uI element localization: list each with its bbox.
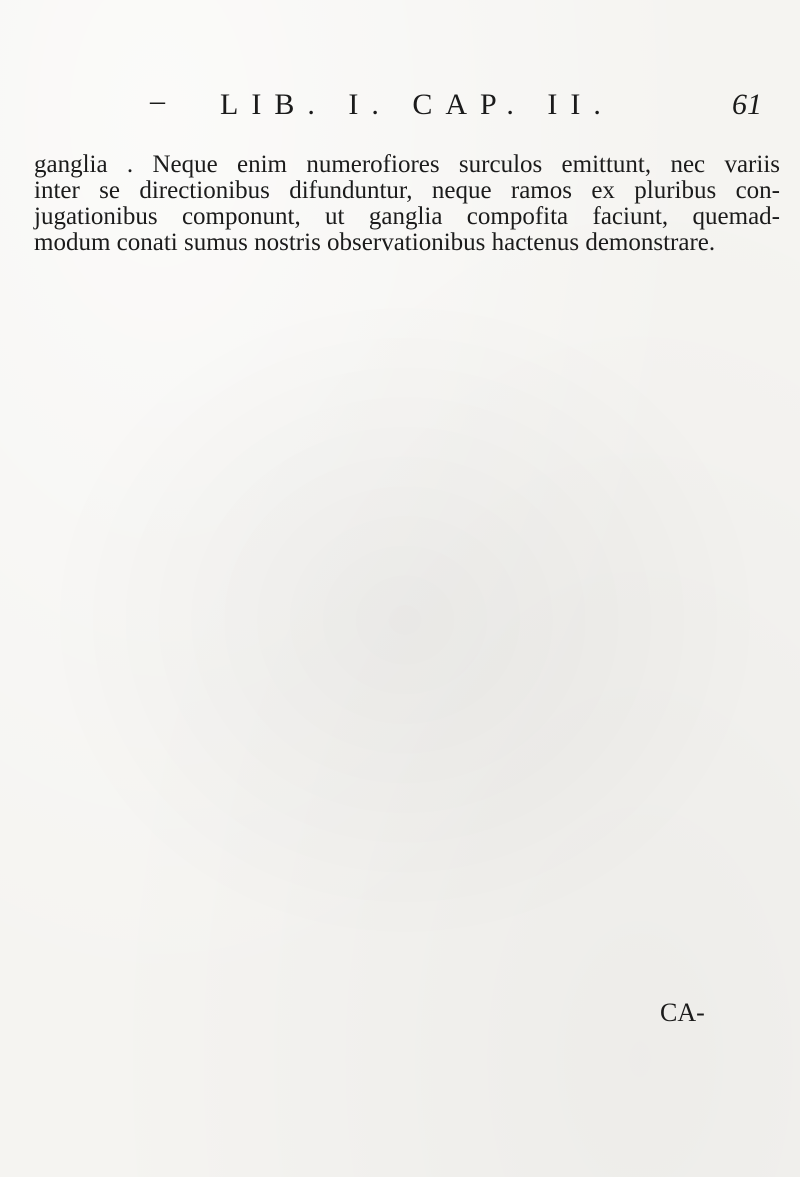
catchword: CA-	[660, 998, 705, 1027]
text-line: modum conati sumus nostris observationibus hactenus demonstrare.	[34, 229, 716, 256]
text-line: inter se directionibus difunduntur, neque ramos ex pluribus con-	[34, 177, 780, 204]
body-paragraph	[34, 152, 780, 256]
header-dash: –	[150, 84, 165, 117]
show-through-background	[40, 290, 770, 950]
page-number: 61	[732, 88, 762, 121]
page-header	[0, 84, 800, 124]
text-line: jugationibus componunt, ut ganglia compofita faciunt, quemad-	[34, 203, 780, 230]
text-line: ganglia . Neque enim numerofiores surculos emittunt, nec variis	[34, 151, 780, 178]
running-head: LIB. I. CAP. II.	[220, 88, 614, 121]
